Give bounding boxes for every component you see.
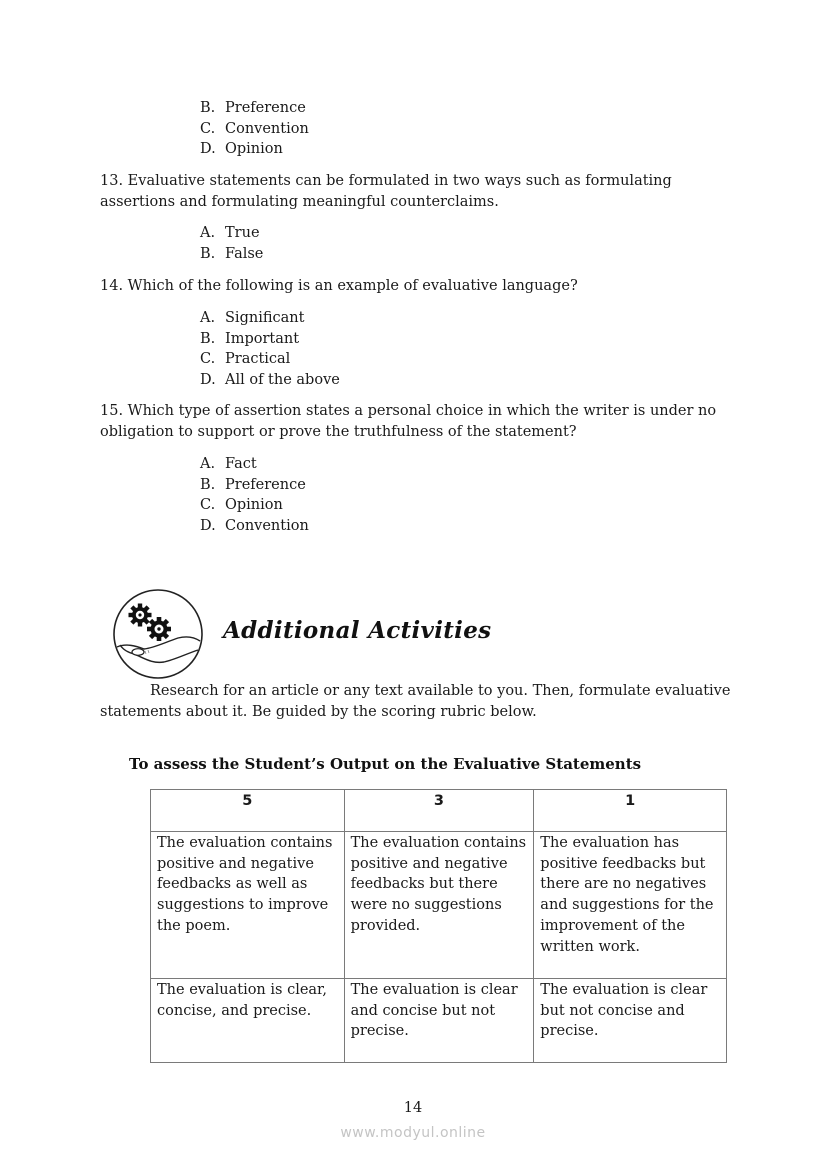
choice-item: A. True [200, 225, 260, 241]
scoring-rubric-table [150, 789, 727, 1063]
page-number: 14 [403, 1100, 423, 1116]
rubric-title: To assess the Student’s Output on the Evaluative Statements [129, 755, 642, 773]
choice-item: C. Convention [200, 120, 309, 137]
table-header-row [151, 790, 727, 832]
choice-item: B. Preference [200, 100, 306, 116]
question-15: 15. Which type of assertion states a personal choice in which the writer is under no obligation to support or prove the truthfulness of the statement? [100, 403, 717, 440]
table-cell: The evaluation is clear but not concise and precise. [534, 979, 727, 1063]
q13-choices [200, 223, 263, 264]
table-cell: The evaluation is clear and concise but not precise. [344, 979, 534, 1063]
table-cell: The evaluation is clear, concise, and precise. [151, 979, 345, 1063]
q15-choices [200, 454, 309, 537]
choice-item: B. Important [200, 330, 300, 347]
choice-item: A. Fact [200, 456, 257, 472]
choice-item: B. False [200, 245, 264, 262]
question-13: 13. Evaluative statements can be formulated in two ways such as formulating assertions and formulating meaningful counterclaims. [100, 173, 672, 210]
score-header-3: 3 [344, 790, 534, 832]
watermark: www.modyul.online [340, 1125, 486, 1141]
table-cell: The evaluation contains positive and negative feedbacks but there were no suggestions provided. [344, 832, 534, 979]
score-header-1: 1 [534, 790, 727, 832]
choice-item: D. Convention [200, 518, 309, 535]
table-row [151, 979, 727, 1063]
question-14: 14. Which of the following is an example of evaluative language? [100, 278, 578, 294]
choice-item: D. All of the above [200, 372, 340, 389]
score-header-5: 5 [151, 790, 345, 832]
table-cell: The evaluation contains positive and negative feedbacks as well as suggestions to improve the poem. [151, 832, 345, 979]
choice-item: C. Opinion [200, 497, 283, 514]
activity-instructions: Research for an article or any text available to you. Then, formulate evaluative statements about it. Be guided by the scoring rubric below. [100, 683, 731, 720]
choice-item: A. Significant [200, 310, 305, 326]
choice-item: D. Opinion [200, 141, 283, 158]
gears-in-hand-icon [112, 588, 204, 680]
choice-item: B. Preference [200, 476, 306, 493]
q12-choices [200, 98, 309, 160]
choice-item: C. Practical [200, 351, 291, 368]
section-title: Additional Activities [223, 617, 492, 644]
table-row [151, 832, 727, 979]
q14-choices [200, 308, 340, 391]
table-cell: The evaluation has positive feedbacks but there are no negatives and suggestions for the improvement of the written work. [534, 832, 727, 979]
